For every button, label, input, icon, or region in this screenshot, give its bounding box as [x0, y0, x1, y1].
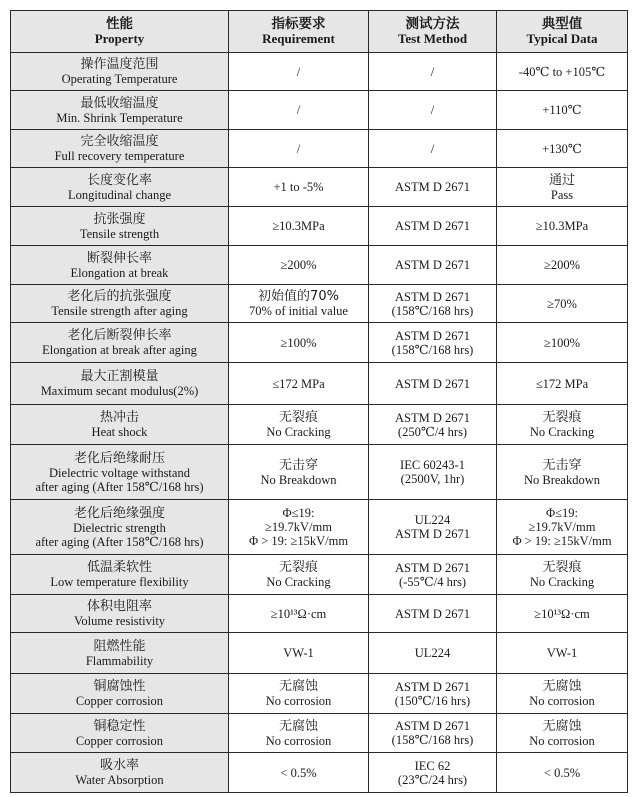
header-zh: 性能	[106, 16, 133, 32]
cell-line: ASTM D 2671	[394, 289, 470, 304]
property-name-zh: 阻燃性能	[93, 638, 146, 654]
property-name-zh: 长度变化率	[86, 172, 152, 188]
cell-line: ASTM D 2671	[394, 258, 470, 272]
cell-line: ≥200%	[543, 258, 581, 272]
test-method-cell	[369, 53, 497, 91]
header-property	[11, 11, 229, 53]
cell-line: ≥19.7kV/mm	[265, 520, 332, 534]
cell-line: (23℃/24 hrs)	[397, 772, 468, 787]
cell-line: No corrosion	[529, 694, 595, 708]
cell-line: Pass	[550, 187, 574, 202]
property-cell	[11, 53, 229, 91]
cell-line: Φ≤19:	[546, 506, 578, 520]
cell-line: 无裂痕	[278, 560, 318, 575]
table-row	[11, 91, 628, 130]
typical-data-cell	[497, 207, 628, 246]
property-cell	[11, 445, 229, 500]
typical-data-cell	[497, 363, 628, 405]
test-method-cell	[369, 363, 497, 405]
cell-line: ASTM D 2671	[394, 719, 470, 733]
property-name-en: Elongation at break after aging	[42, 343, 197, 357]
table-row	[11, 674, 628, 714]
cell-line: (2500V, 1hr)	[400, 472, 465, 486]
property-name-en: Full recovery temperature	[54, 149, 185, 163]
test-method-cell	[369, 500, 497, 555]
cell-line: UL224	[414, 513, 451, 527]
cell-line: ASTM D 2671	[394, 679, 470, 694]
property-cell	[11, 168, 229, 207]
requirement-cell	[229, 555, 369, 595]
requirement-cell	[229, 714, 369, 753]
cell-line: 无击穿	[542, 457, 582, 473]
cell-line: -40℃ to +105℃	[518, 64, 606, 79]
property-name-zh: 老化后绝缘强度	[73, 505, 165, 521]
property-name-en: Longitudinal change	[67, 187, 172, 202]
cell-line: 无腐蚀	[278, 718, 318, 734]
typical-data-cell	[497, 323, 628, 363]
cell-line: ≥10.3MPa	[272, 219, 325, 233]
requirement-cell	[229, 500, 369, 555]
property-name-en: Heat shock	[91, 425, 148, 439]
test-method-cell	[369, 633, 497, 674]
cell-line: Φ > 19: ≥15kV/mm	[512, 534, 612, 548]
test-method-cell	[369, 405, 497, 445]
test-method-cell	[369, 674, 497, 714]
property-name-zh: 抗张强度	[93, 211, 146, 227]
typical-data-cell	[497, 168, 628, 207]
cell-line: VW-1	[546, 646, 578, 660]
cell-line: (250℃/4 hrs)	[397, 424, 468, 439]
test-method-cell	[369, 714, 497, 753]
cell-line: ≤172 MPa	[535, 376, 589, 391]
test-method-cell	[369, 753, 497, 793]
test-method-cell	[369, 168, 497, 207]
cell-line: ASTM D 2671	[394, 606, 470, 621]
table-row	[11, 445, 628, 500]
property-name-en: Low temperature flexibility	[50, 575, 189, 589]
table-row	[11, 500, 628, 555]
table-row	[11, 633, 628, 674]
requirement-cell	[229, 168, 369, 207]
property-name-zh: 体积电阻率	[86, 599, 152, 614]
property-cell	[11, 207, 229, 246]
cell-line: /	[296, 103, 301, 117]
cell-line: 无裂痕	[542, 560, 582, 575]
property-cell	[11, 753, 229, 793]
property-name-zh: 完全收缩温度	[80, 134, 159, 149]
cell-line: ≥10.3MPa	[535, 219, 589, 233]
cell-line: No corrosion	[265, 733, 332, 748]
property-name-en: Water Absorption	[75, 773, 164, 787]
cell-line: < 0.5%	[280, 765, 317, 780]
typical-data-cell	[497, 53, 628, 91]
table-row	[11, 168, 628, 207]
table-row	[11, 363, 628, 405]
test-method-cell	[369, 246, 497, 285]
test-method-cell	[369, 323, 497, 363]
cell-line: ASTM D 2671	[394, 376, 470, 391]
test-method-cell	[369, 595, 497, 633]
requirement-cell	[229, 405, 369, 445]
property-cell	[11, 595, 229, 633]
cell-line: +1 to -5%	[273, 180, 324, 194]
header-en: Requirement	[262, 31, 335, 46]
cell-line: 初始值的70%	[258, 289, 339, 304]
property-name-en: Tensile strength	[79, 226, 160, 241]
cell-line: UL224	[414, 646, 451, 660]
requirement-cell	[229, 53, 369, 91]
property-name-zh: 铜稳定性	[93, 718, 146, 734]
cell-line: /	[430, 64, 435, 79]
header-zh: 测试方法	[405, 16, 460, 32]
property-name-zh: 最大正割模量	[80, 369, 159, 384]
test-method-cell	[369, 445, 497, 500]
requirement-cell	[229, 753, 369, 793]
cell-line: ≥10¹³Ω·cm	[534, 606, 590, 621]
requirement-cell	[229, 633, 369, 674]
typical-data-cell	[497, 91, 628, 130]
header-zh: 指标要求	[271, 16, 326, 32]
cell-line: No Cracking	[529, 425, 595, 439]
cell-line: 无腐蚀	[542, 679, 582, 694]
cell-line: No Breakdown	[523, 472, 601, 487]
cell-line: (150℃/16 hrs)	[394, 693, 471, 708]
requirement-cell	[229, 445, 369, 500]
typical-data-cell	[497, 753, 628, 793]
cell-line: 无腐蚀	[278, 679, 318, 694]
header-requirement	[229, 11, 369, 53]
property-cell	[11, 674, 229, 714]
cell-line: No Cracking	[266, 575, 331, 589]
requirement-cell	[229, 323, 369, 363]
header-test-method	[369, 11, 497, 53]
requirement-cell	[229, 246, 369, 285]
table-row	[11, 595, 628, 633]
table-row	[11, 714, 628, 753]
cell-line: /	[430, 103, 435, 117]
test-method-cell	[369, 91, 497, 130]
property-name-en: Tensile strength after aging	[51, 304, 188, 318]
cell-line: +110℃	[542, 103, 582, 117]
header-en: Typical Data	[526, 31, 598, 46]
cell-line: /	[430, 141, 435, 156]
requirement-cell	[229, 91, 369, 130]
property-name-en: Copper corrosion	[75, 733, 164, 748]
cell-line: ≥100%	[543, 335, 581, 350]
cell-line: No Breakdown	[260, 472, 337, 487]
table-body	[11, 53, 628, 793]
table-row	[11, 405, 628, 445]
typical-data-cell	[497, 555, 628, 595]
header-en: Property	[94, 31, 145, 46]
cell-line: Φ > 19: ≥15kV/mm	[248, 534, 349, 548]
cell-line: ≤172 MPa	[272, 376, 325, 391]
cell-line: IEC 62	[414, 758, 451, 773]
cell-line: No Cracking	[266, 425, 331, 439]
property-name-en: Min. Shrink Temperature	[56, 110, 183, 125]
cell-line: < 0.5%	[543, 765, 581, 780]
typical-data-cell	[497, 674, 628, 714]
typical-data-cell	[497, 285, 628, 323]
requirement-cell	[229, 595, 369, 633]
typical-data-cell	[497, 405, 628, 445]
cell-line: No corrosion	[529, 733, 595, 748]
property-cell	[11, 130, 229, 168]
property-name-en: Dielectric strength	[73, 520, 166, 535]
cell-line: ASTM D 2671	[394, 328, 470, 343]
cell-line: 70% of initial value	[249, 304, 348, 318]
table-row	[11, 207, 628, 246]
property-cell	[11, 555, 229, 595]
property-cell	[11, 363, 229, 405]
property-cell	[11, 285, 229, 323]
cell-line: ASTM D 2671	[394, 410, 470, 425]
typical-data-cell	[497, 714, 628, 753]
cell-line: IEC 60243-1	[400, 458, 465, 472]
property-cell	[11, 714, 229, 753]
property-name-zh: 老化后的抗张强度	[67, 289, 172, 304]
property-cell	[11, 405, 229, 445]
cell-line: No corrosion	[265, 694, 332, 708]
table-row	[11, 555, 628, 595]
cell-line: ASTM D 2671	[394, 219, 470, 233]
cell-line: 无击穿	[278, 457, 318, 473]
table-row	[11, 53, 628, 91]
property-cell	[11, 91, 229, 130]
cell-line: (158℃/168 hrs)	[391, 342, 474, 357]
requirement-cell	[229, 674, 369, 714]
typical-data-cell	[497, 445, 628, 500]
property-name-en: after aging (After 158℃/168 hrs)	[35, 479, 204, 494]
property-name-en: Maximum secant modulus(2%)	[40, 384, 199, 398]
test-method-cell	[369, 285, 497, 323]
table-row	[11, 323, 628, 363]
cell-line: 通过	[548, 172, 575, 188]
cell-line: ASTM D 2671	[394, 180, 470, 194]
table-row	[11, 130, 628, 168]
cell-line: ASTM D 2671	[394, 560, 470, 575]
test-method-cell	[369, 555, 497, 595]
header-typical-data	[497, 11, 628, 53]
requirement-cell	[229, 363, 369, 405]
property-name-zh: 低温柔软性	[86, 560, 152, 575]
cell-line: ≥70%	[547, 296, 577, 311]
property-name-zh: 吸水率	[99, 758, 139, 773]
table-row	[11, 285, 628, 323]
property-name-en: Operating Temperature	[61, 72, 178, 86]
table-row	[11, 753, 628, 793]
typical-data-cell	[497, 595, 628, 633]
typical-data-cell	[497, 633, 628, 674]
property-name-zh: 老化后绝缘耐压	[73, 450, 165, 466]
cell-line: 无裂痕	[278, 410, 318, 425]
property-name-en: Dielectric voltage withstand	[49, 465, 190, 480]
cell-line: VW-1	[283, 646, 314, 660]
property-cell	[11, 323, 229, 363]
cell-line: ≥19.7kV/mm	[528, 520, 596, 534]
cell-line: /	[296, 141, 301, 156]
property-name-zh: 操作温度范围	[80, 57, 159, 72]
cell-line: (158℃/168 hrs)	[391, 733, 474, 747]
property-name-en: after aging (After 158℃/168 hrs)	[35, 534, 204, 549]
cell-line: ≥100%	[280, 335, 317, 350]
property-name-zh: 最低收缩温度	[80, 95, 159, 111]
header-row	[11, 11, 628, 53]
typical-data-cell	[497, 130, 628, 168]
requirement-cell	[229, 285, 369, 323]
header-zh: 典型值	[541, 16, 583, 32]
test-method-cell	[369, 130, 497, 168]
property-name-zh: 老化后断裂伸长率	[67, 328, 172, 343]
requirement-cell	[229, 207, 369, 246]
cell-line: 无腐蚀	[542, 718, 582, 734]
property-name-zh: 铜腐蚀性	[93, 679, 146, 694]
property-cell	[11, 633, 229, 674]
header-en: Test Method	[397, 31, 468, 46]
property-name-zh: 热冲击	[99, 410, 139, 425]
cell-line: /	[296, 64, 301, 79]
property-cell	[11, 246, 229, 285]
cell-line: No Cracking	[529, 575, 595, 589]
requirement-cell	[229, 130, 369, 168]
cell-line: 无裂痕	[542, 410, 582, 425]
test-method-cell	[369, 207, 497, 246]
property-cell	[11, 500, 229, 555]
cell-line: (-55℃/4 hrs)	[398, 574, 467, 589]
property-name-zh: 断裂伸长率	[86, 250, 152, 266]
typical-data-cell	[497, 500, 628, 555]
property-table	[10, 10, 628, 793]
cell-line: ≥200%	[280, 258, 317, 272]
property-name-en: Elongation at break	[70, 265, 169, 280]
property-name-en: Volume resistivity	[73, 614, 166, 628]
property-name-en: Flammability	[85, 653, 154, 668]
cell-line: +130℃	[542, 141, 582, 156]
cell-line: (158℃/168 hrs)	[391, 303, 474, 318]
cell-line: ≥10¹³Ω·cm	[270, 606, 327, 621]
cell-line: Φ≤19:	[282, 506, 315, 520]
property-name-en: Copper corrosion	[75, 694, 164, 708]
table-row	[11, 246, 628, 285]
cell-line: ASTM D 2671	[394, 527, 470, 541]
typical-data-cell	[497, 246, 628, 285]
